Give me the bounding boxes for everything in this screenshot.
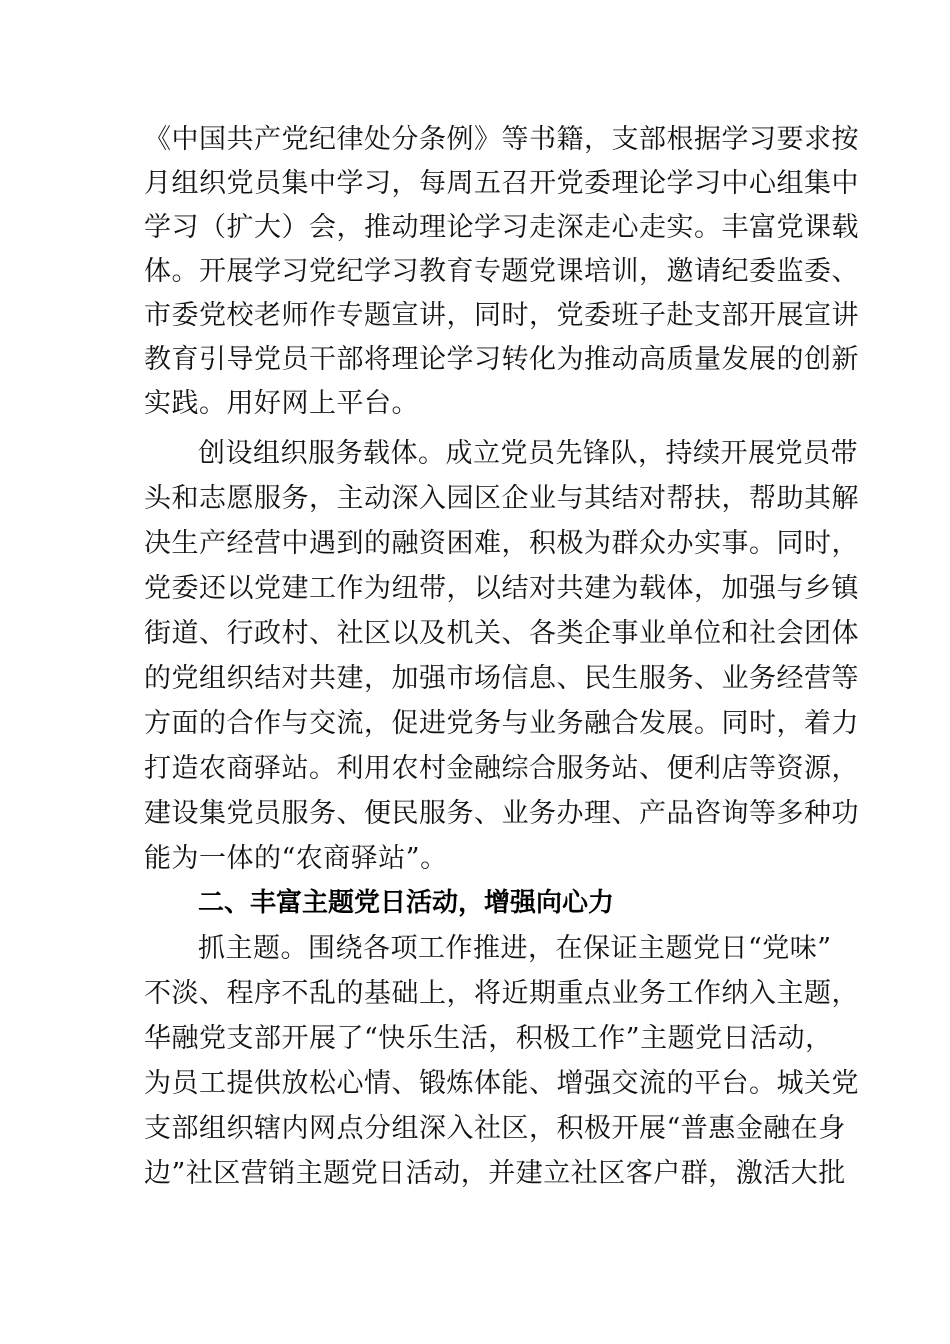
paragraph-2-line-6: 的党组织结对共建，加强市场信息、民生服务、业务经营等 (144, 663, 859, 694)
paragraph-1-line-6: 教育引导党员干部将理论学习转化为推动高质量发展的创新 (144, 344, 859, 375)
paragraph-2-line-9: 建设集党员服务、便民服务、业务办理、产品咨询等多种功 (144, 798, 859, 829)
paragraph-1-line-4: 体。开展学习党纪学习教育专题党课培训，邀请纪委监委、 (144, 256, 859, 287)
paragraph-3-line-1: 抓主题。围绕各项工作推进，在保证主题党日“党味” (198, 933, 832, 964)
section-heading: 二、丰富主题党日活动，增强向心力 (198, 888, 615, 918)
paragraph-2-line-10: 能为一体的“农商驿站”。 (144, 843, 448, 874)
paragraph-1-line-5: 市委党校老师作专题宣讲，同时，党委班子赴支部开展宣讲 (144, 300, 859, 331)
paragraph-3-line-4: 为员工提供放松心情、锻炼体能、增强交流的平台。城关党 (144, 1068, 859, 1099)
paragraph-1-line-3: 学习（扩大）会，推动理论学习走深走心走实。丰富党课载 (144, 212, 859, 243)
paragraph-3-line-3: 华融党支部开展了“快乐生活，积极工作”主题党日活动， (144, 1023, 833, 1054)
paragraph-2-line-4: 党委还以党建工作为纽带，以结对共建为载体，加强与乡镇 (144, 573, 859, 604)
paragraph-3-line-2: 不淡、程序不乱的基础上，将近期重点业务工作纳入主题， (144, 978, 859, 1009)
paragraph-2-line-8: 打造农商驿站。利用农村金融综合服务站、便利店等资源， (144, 753, 859, 784)
paragraph-2-line-5: 街道、行政村、社区以及机关、各类企事业单位和社会团体 (144, 618, 859, 649)
paragraph-2-line-7: 方面的合作与交流，促进党务与业务融合发展。同时，着力 (144, 708, 859, 739)
paragraph-1-line-1: 《中国共产党纪律处分条例》等书籍，支部根据学习要求按 (144, 124, 859, 155)
paragraph-1-line-7: 实践。用好网上平台。 (144, 388, 419, 419)
paragraph-2-line-2: 头和志愿服务，主动深入园区企业与其结对帮扶，帮助其解 (144, 483, 859, 514)
paragraph-3-line-6: 边”社区营销主题党日活动，并建立社区客户群，激活大批 (144, 1158, 846, 1189)
paragraph-3-line-5: 支部组织辖内网点分组深入社区，积极开展“普惠金融在身 (144, 1113, 846, 1144)
paragraph-2-line-1: 创设组织服务载体。成立党员先锋队，持续开展党员带 (198, 438, 858, 469)
paragraph-2-line-3: 决生产经营中遇到的融资困难，积极为群众办实事。同时， (144, 528, 859, 559)
paragraph-1-line-2: 月组织党员集中学习，每周五召开党委理论学习中心组集中 (144, 168, 859, 199)
